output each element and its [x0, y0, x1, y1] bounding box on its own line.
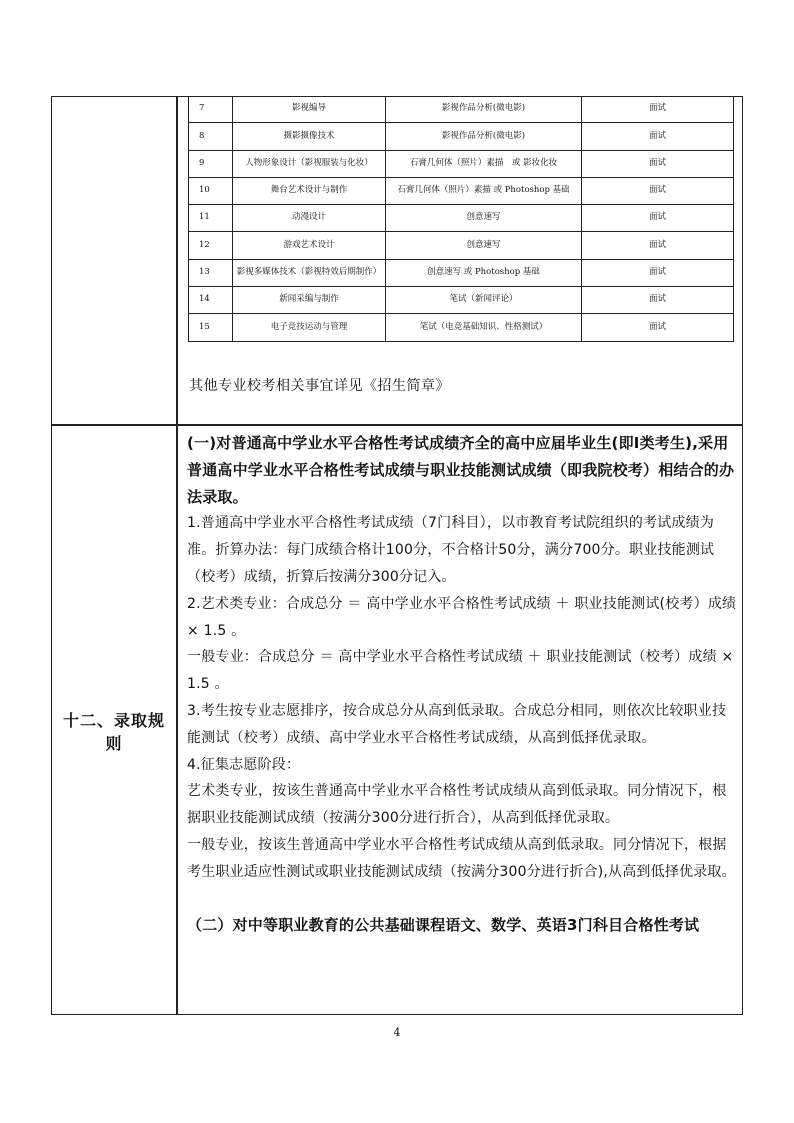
major-name: 新闻采编与制作 [233, 287, 386, 314]
rule-paragraph-4: 3.考生按专业志愿排序，按合成总分从高到低录取。合成总分相同，则依次比较职业技能测试（校考）成绩、高中学业水平合格性考试成绩，从高到低择优录取。 [187, 702, 727, 746]
exam-method: 面试 [582, 287, 734, 314]
row-number: 13 [189, 259, 233, 286]
table-row [189, 259, 734, 286]
exam-method: 面试 [582, 177, 734, 204]
exam-method: 面试 [582, 205, 734, 232]
major-name: 摄影摄像技术 [233, 123, 386, 150]
exam-content: 创意速写 [386, 205, 582, 232]
exam-method: 面试 [582, 123, 734, 150]
rule-paragraph-5: 4.征集志愿阶段： [187, 756, 301, 773]
table-row [189, 150, 734, 177]
table-row [189, 287, 734, 314]
exam-content: 创意速写 [386, 232, 582, 259]
page-number: 4 [393, 1026, 401, 1039]
row-number: 12 [189, 232, 233, 259]
exam-content: 笔试（电竞基础知识、性格测试） [386, 314, 582, 341]
section-label-admission-rules: 十二、录取规则 [62, 711, 165, 753]
heading-category-one: (一)对普通高中学业水平合格性考试成绩齐全的高中应届毕业生(即Ⅰ类考生),采用普通高中学业水平合格性考试成绩与职业技能测试成绩（即我院校考）相结合的办法录取。 [187, 434, 735, 506]
rule-paragraph-7: 一般专业，按该生普通高中学业水平合格性考试成绩从高到低录取。同分情况下，根据考生职业适应性测试或职业技能测试成绩（按满分300分进行折合),从高到低择优录取。 [187, 836, 736, 880]
heading-category-two: （二）对中等职业教育的公共基础课程语文、数学、英语3门科目合格性考试 [187, 915, 700, 934]
exam-subtable [188, 96, 734, 342]
admission-rules-content [187, 430, 737, 938]
table-row [189, 96, 734, 123]
rule-paragraph-1: 1.普通高中学业水平合格性考试成绩（7门科目），以市教育考试院组织的考试成绩为准。折算办法：每门成绩合格计100分，不合格计50分，满分700分。职业技能测试（校考）成绩，折算后按满分300分记入。 [187, 515, 715, 585]
row-number: 9 [189, 150, 233, 177]
exam-content: 笔试（新闻评论） [386, 287, 582, 314]
rule-paragraph-3: 一般专业：合成总分 ＝ 高中学业水平合格性考试成绩 ＋ 职业技能测试（校考）成绩 × 1.5 。 [187, 649, 734, 693]
exam-content: 石膏几何体（照片）素描 或 影妆化妆 [386, 150, 582, 177]
exam-content: 创意速写 或 Photoshop 基础 [386, 259, 582, 286]
major-name: 动漫设计 [233, 205, 386, 232]
table-row [189, 123, 734, 150]
row-number: 15 [189, 314, 233, 341]
major-name: 影视多媒体技术（影视特效后期制作） [233, 259, 386, 286]
rule-paragraph-2: 2.艺术类专业：合成总分 ＝ 高中学业水平合格性考试成绩 ＋ 职业技能测试(校考）成绩 × 1.5 。 [187, 595, 737, 639]
rule-paragraph-6: 艺术类专业，按该生普通高中学业水平合格性考试成绩从高到低录取。同分情况下，根据职业技能测试成绩（按满分300分进行折合），从高到低择优录取。 [187, 783, 727, 827]
major-name: 舞台艺术设计与制作 [233, 177, 386, 204]
row-number: 7 [189, 96, 233, 123]
row-number: 14 [189, 287, 233, 314]
exam-method: 面试 [582, 259, 734, 286]
table-row [189, 205, 734, 232]
table-row [189, 177, 734, 204]
exam-method: 面试 [582, 232, 734, 259]
column-divider [176, 96, 178, 1015]
exam-method: 面试 [582, 150, 734, 177]
major-name: 影视编导 [233, 96, 386, 123]
major-name: 电子竞技运动与管理 [233, 314, 386, 341]
table-row [189, 232, 734, 259]
major-name: 人物形象设计（影视服装与化妆） [233, 150, 386, 177]
row-divider [51, 424, 743, 426]
exam-method: 面试 [582, 96, 734, 123]
row-number: 11 [189, 205, 233, 232]
row-number: 8 [189, 123, 233, 150]
major-name: 游戏艺术设计 [233, 232, 386, 259]
exam-content: 影视作品分析(微电影) [386, 96, 582, 123]
exam-content: 影视作品分析(微电影) [386, 123, 582, 150]
exam-content: 石膏几何体（照片）素描 或 Photoshop 基础 [386, 177, 582, 204]
row-number: 10 [189, 177, 233, 204]
table-row [189, 314, 734, 341]
other-majors-note: 其他专业校考相关事宜详见《招生简章》 [189, 378, 450, 394]
exam-method: 面试 [582, 314, 734, 341]
